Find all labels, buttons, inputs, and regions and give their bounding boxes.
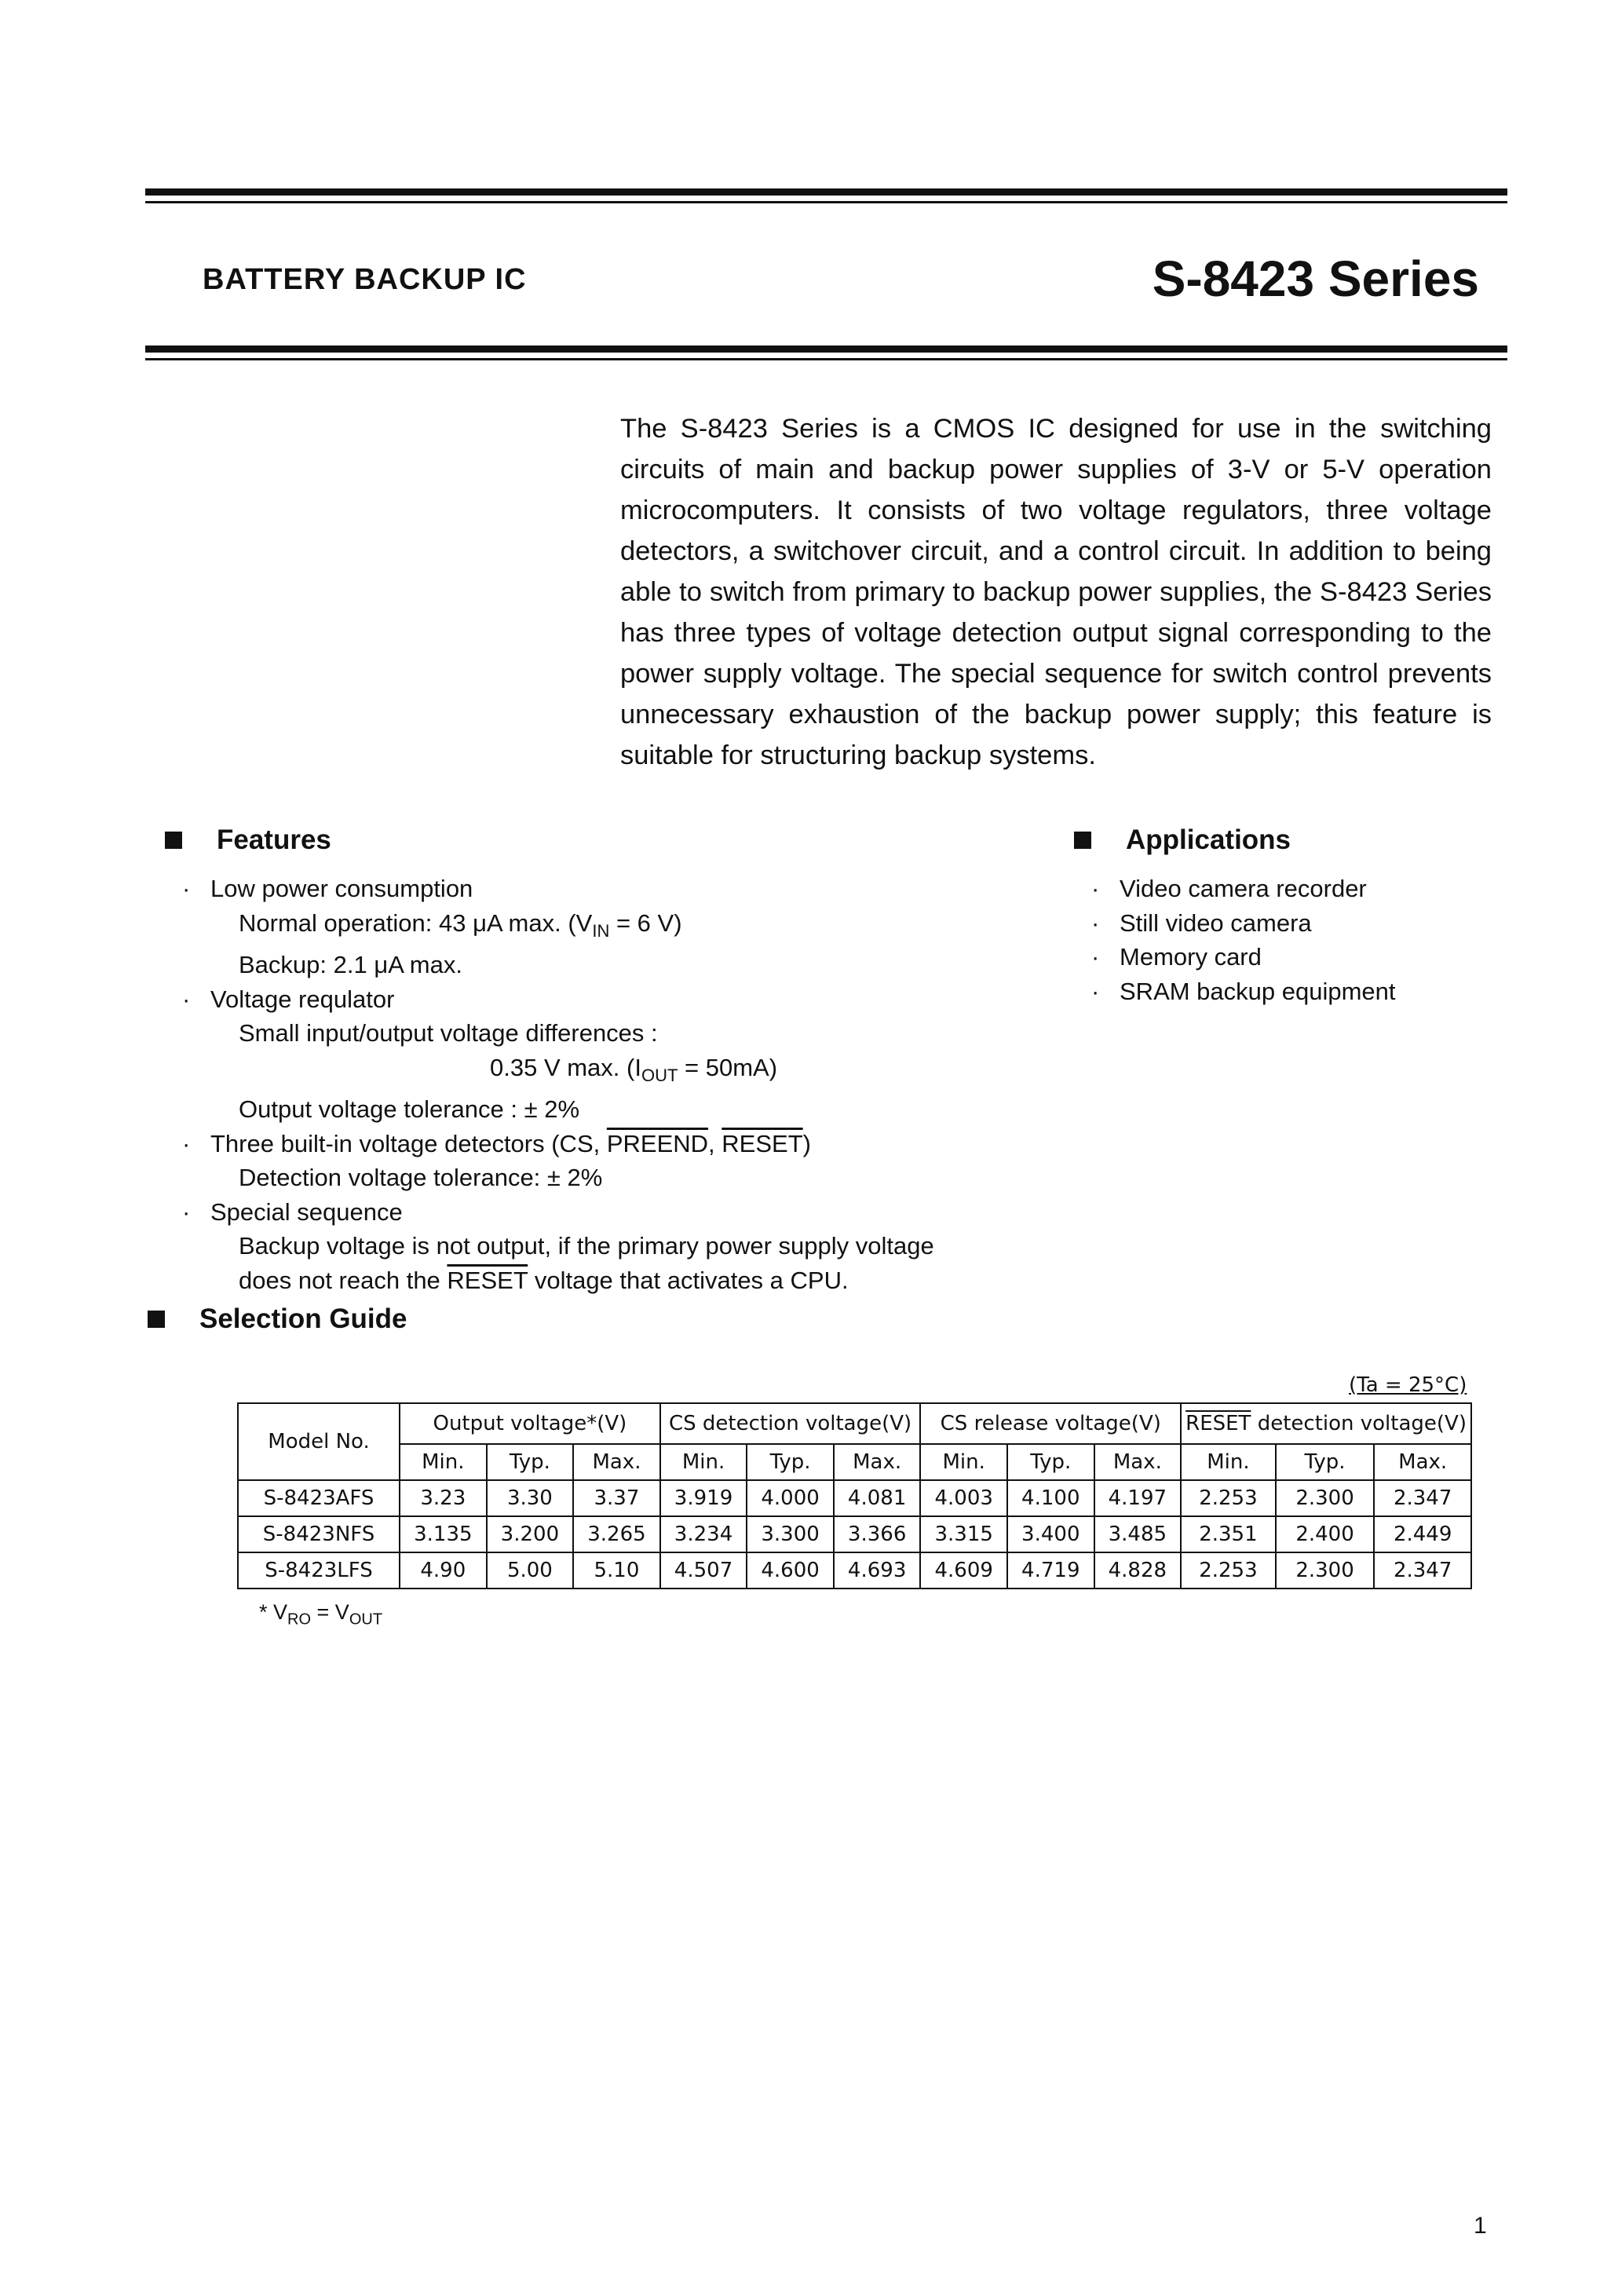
table-cell: 3.135 [400, 1516, 487, 1552]
table-cell: 3.234 [660, 1516, 747, 1552]
table-cell: 5.00 [487, 1552, 574, 1589]
features-heading [165, 824, 331, 856]
table-cell: 4.719 [1007, 1552, 1094, 1589]
table-cell: 3.366 [834, 1516, 921, 1552]
table-cell: 4.609 [920, 1552, 1007, 1589]
table-cell: 2.400 [1276, 1516, 1375, 1552]
selection-guide-table [237, 1402, 1472, 1589]
table-cell: 2.300 [1276, 1480, 1375, 1516]
table-cell: 2.449 [1374, 1516, 1471, 1552]
table-cell: 2.351 [1181, 1516, 1276, 1552]
list-item: does not reach the RESET voltage that activates a CPU. [239, 1266, 849, 1294]
selection-guide-heading [148, 1303, 407, 1335]
table-row [238, 1552, 1471, 1589]
list-item: Small input/output voltage differences : [239, 1019, 658, 1047]
table-header-row [238, 1403, 1471, 1444]
features-list [182, 872, 934, 1297]
list-item: · Three built-in voltage detectors (CS, PREEND, RESET) [182, 1127, 934, 1161]
list-item: · SRAM backup equipment [1091, 974, 1396, 1009]
table-cell: 3.919 [660, 1480, 747, 1516]
table-cell: 4.081 [834, 1480, 921, 1516]
header-rule-bottom-thin [145, 358, 1507, 360]
table-cell: 3.23 [400, 1480, 487, 1516]
typ-header: Typ. [487, 1444, 574, 1480]
list-item: Detection voltage tolerance: ± 2% [239, 1164, 603, 1192]
table-cell: 2.253 [1181, 1480, 1276, 1516]
list-item: Backup voltage is not output, if the primary power supply voltage [239, 1232, 934, 1260]
table-cell: 2.347 [1374, 1480, 1471, 1516]
cs-detection-header: CS detection voltage(V) [660, 1403, 921, 1444]
dot-bullet-icon: · [1091, 875, 1100, 902]
table-cell: 5.10 [573, 1552, 660, 1589]
table-cell: 3.200 [487, 1516, 574, 1552]
table-cell: 4.100 [1007, 1480, 1094, 1516]
features-title: Features [217, 824, 331, 855]
list-item: Normal operation: 43 μA max. ($V_{IN} = 6$ V) [239, 909, 682, 941]
max-header: Max. [834, 1444, 921, 1480]
dot-bullet-icon: · [1091, 977, 1100, 1005]
output-voltage-header: Output voltage*(V) [400, 1403, 660, 1444]
dot-bullet-icon: · [1091, 909, 1100, 937]
typ-header: Typ. [1007, 1444, 1094, 1480]
table-cell: 4.003 [920, 1480, 1007, 1516]
intro-text: The S-8423 Series is a CMOS IC designed for use in the switching circuits of main and backup power supplies of 3-V or 5-V operation microcomputers. It consists of two voltage regulators, three voltage detectors, a switchover circuit, and a control circuit. In addition to being able to switch from primary to backup power supplies, the S-8423 Series has three types of voltage detection output signal corresponding to the power supply voltage. The special sequence for switch control prevents unnecessary exhaustion of the backup power supply; this feature is suitable for structuring backup systems. [620, 414, 1492, 770]
dot-bullet-icon: · [1091, 943, 1100, 971]
table-cell: 3.315 [920, 1516, 1007, 1552]
max-header: Max. [573, 1444, 660, 1480]
table-cell: 4.828 [1094, 1552, 1182, 1589]
min-header: Min. [660, 1444, 747, 1480]
cs-release-header: CS release voltage(V) [920, 1403, 1181, 1444]
list-item: · Video camera recorder [1091, 872, 1396, 906]
model-header: Model No. [238, 1403, 400, 1480]
reset-detection-header: RESET detection voltage(V) [1181, 1403, 1471, 1444]
list-item: Backup: 2.1 μA max. [239, 951, 462, 979]
list-item: · Special sequence [182, 1195, 934, 1230]
table-cell: 4.197 [1094, 1480, 1182, 1516]
square-bullet-icon [148, 1311, 165, 1328]
table-row [238, 1480, 1471, 1516]
list-item: · Still video camera [1091, 906, 1396, 941]
min-header: Min. [400, 1444, 487, 1480]
list-item: · Memory card [1091, 940, 1396, 974]
header-rule-top-thick [145, 188, 1507, 196]
intro-paragraph [620, 408, 1492, 776]
square-bullet-icon [1074, 832, 1091, 849]
min-header: Min. [920, 1444, 1007, 1480]
header-rule-bottom-thick [145, 345, 1507, 353]
list-item: Output voltage tolerance : ± 2% [239, 1095, 580, 1124]
list-item: · Voltage requlator [182, 982, 934, 1017]
table-cell: S-8423NFS [238, 1516, 400, 1552]
table-cell: 2.300 [1276, 1552, 1375, 1589]
typ-header: Typ. [747, 1444, 834, 1480]
dot-bullet-icon: · [182, 875, 191, 902]
max-header: Max. [1374, 1444, 1471, 1480]
header-series-title: S-8423 Series [1152, 250, 1479, 307]
dot-bullet-icon: · [182, 985, 191, 1013]
selection-guide-title: Selection Guide [199, 1303, 407, 1334]
applications-heading [1074, 824, 1291, 856]
dot-bullet-icon: · [182, 1197, 191, 1226]
table-cell: 4.600 [747, 1552, 834, 1589]
table-cell: 3.37 [573, 1480, 660, 1516]
table-cell: 3.300 [747, 1516, 834, 1552]
table-cell: 3.400 [1007, 1516, 1094, 1552]
table-cell: 3.485 [1094, 1516, 1182, 1552]
table-cell: S-8423AFS [238, 1480, 400, 1516]
header-category: BATTERY BACKUP IC [203, 263, 527, 296]
list-item: · Low power consumption [182, 872, 934, 906]
table-footnote: * $V_{RO} = V_{OUT}$ [259, 1600, 383, 1629]
square-bullet-icon [165, 832, 182, 849]
table-cell: 2.347 [1374, 1552, 1471, 1589]
ambient-temperature-note: (Ta = 25°C) [1349, 1373, 1467, 1397]
header-rule-top-thin [145, 201, 1507, 203]
table-subheader-row [238, 1444, 1471, 1480]
table-cell: 3.265 [573, 1516, 660, 1552]
dot-bullet-icon: · [182, 1129, 191, 1157]
table-cell: 4.000 [747, 1480, 834, 1516]
table-cell: 2.253 [1181, 1552, 1276, 1589]
min-header: Min. [1181, 1444, 1276, 1480]
page-number: 1 [1474, 2213, 1487, 2239]
applications-title: Applications [1126, 824, 1291, 855]
max-header: Max. [1094, 1444, 1182, 1480]
table-cell: 4.90 [400, 1552, 487, 1589]
table-row [238, 1516, 1471, 1552]
table-cell: S-8423LFS [238, 1552, 400, 1589]
applications-list [1091, 872, 1396, 1008]
table-cell: 4.693 [834, 1552, 921, 1589]
table-cell: 3.30 [487, 1480, 574, 1516]
list-item: 0.35 V max. $(I_{OUT} = 50mA)$ [490, 1053, 778, 1085]
table-cell: 4.507 [660, 1552, 747, 1589]
typ-header: Typ. [1276, 1444, 1375, 1480]
